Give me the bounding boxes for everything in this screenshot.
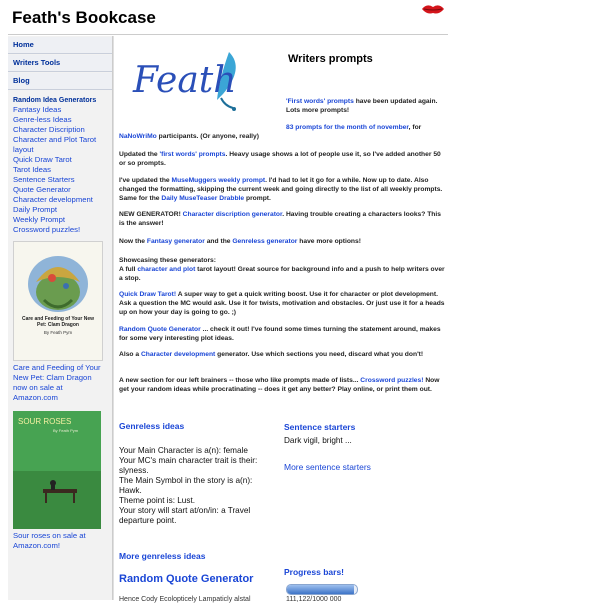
gen-character-discription[interactable]: Character Discription <box>13 125 85 134</box>
update-text: ... check it out! I've found some times turning the statement around, makes for some very interesting plot ideas. <box>119 326 441 342</box>
update-nanowrimo <box>119 132 445 141</box>
gen-daily-prompt[interactable]: Daily Prompt <box>13 205 58 214</box>
gen-quote-generator[interactable]: Quote Generator <box>13 185 71 194</box>
genreless-line: Your story will start at/on/in: a Travel departure point. <box>119 506 251 525</box>
sidebar <box>8 36 113 600</box>
update-text: participants. (Or anyone, really) <box>156 133 259 140</box>
gen-character-plot-tarot[interactable]: Character and Plot Tarot layout <box>13 135 97 154</box>
update-text: Now get your random ideas while procratinating -- does it get any better? Play online, or print them out. <box>119 377 440 393</box>
genreless-ideas-list <box>119 446 277 526</box>
update-text: Also a <box>119 351 141 358</box>
update-first-words-2 <box>119 150 445 168</box>
gen-weekly-prompt[interactable]: Weekly Prompt <box>13 215 65 224</box>
character-development-link[interactable]: Character development <box>140 351 216 358</box>
update-text: A super way to get a quick writing boost. Use it for character or plot development. Ask a question the MC would ask. Use it for twists, motivation and obstacles. Or just use it for a heads up on how your day is going to go. ;) <box>119 291 445 316</box>
musemuggers-link[interactable]: MuseMuggers weekly prompt <box>171 177 266 184</box>
genreless-line: Your MC's main character trait is their: slyness. <box>119 456 258 475</box>
more-genreless-link[interactable]: More genreless ideas <box>119 551 206 561</box>
update-text: generator. Use which sections you need, discard what you don't! <box>215 351 424 358</box>
fantasy-generator-link[interactable]: Fantasy generator <box>146 238 205 245</box>
update-text: have been updated again. Lots more prompts! <box>286 98 438 114</box>
gen-genreless-ideas[interactable]: Genre-less Ideas <box>13 115 72 124</box>
update-text: , for <box>408 124 422 131</box>
first-words-link[interactable]: 'First words' prompts <box>286 98 354 105</box>
feath-logo <box>133 50 245 112</box>
showcase-heading: Showcasing these generators: <box>119 257 216 264</box>
update-text: . Heavy usage shows a lot of people use it, so I've added another 50 or so prompts. <box>119 151 441 167</box>
showcase-quick-draw <box>119 290 445 317</box>
showcase-crossword <box>119 376 445 394</box>
update-text: NEW GENERATOR! <box>119 211 183 218</box>
update-text: . Having trouble creating a characters looks? This is the answer! <box>119 211 441 227</box>
showcase-quote <box>119 325 445 343</box>
progress-bar <box>286 584 358 595</box>
quick-draw-tarot-link[interactable]: Quick Draw Tarot! <box>119 291 177 298</box>
update-text: tarot layout! Great source for background info and a push to help writers over a stop. <box>119 266 445 282</box>
book1-title: Care and Feeding of Your New Pet: Clam Dragon <box>21 316 95 328</box>
gen-character-development[interactable]: Character development <box>13 195 93 204</box>
gen-crossword-puzzles[interactable]: Crossword puzzles! <box>13 225 81 234</box>
character-discription-link[interactable]: Character discription generator <box>182 211 283 218</box>
nav-writers-tools[interactable]: Writers Tools <box>8 55 112 72</box>
nanowrimo-link[interactable]: NaNoWriMo <box>119 133 157 140</box>
lips-icon <box>421 2 445 16</box>
site-title[interactable]: Feath's Bookcase <box>12 8 156 27</box>
more-sentence-link[interactable]: More sentence starters <box>284 462 371 472</box>
november-prompts-link[interactable]: 83 prompts for the month of november <box>286 124 409 131</box>
book1-author: By Feath Pym <box>43 330 73 335</box>
generators-heading: Random Idea Generators <box>13 97 97 104</box>
gen-tarot-ideas[interactable]: Tarot Ideas <box>13 165 52 174</box>
genreless-ideas-title[interactable]: Genreless ideas <box>119 421 185 431</box>
genreless-line: Your Main Character is a(n): female <box>119 446 248 455</box>
progress-fill <box>287 585 354 594</box>
sour-roses-book-cover[interactable] <box>13 411 101 529</box>
genreless-generator-link[interactable]: Genreless generator <box>232 238 298 245</box>
progress-bars-label[interactable]: Progress bars! <box>284 567 344 577</box>
update-text: . I'd had to let it go for a while. Now up to date. Also changed the formatting, skipping the current week and going directly to the list of all weekly prompts. Same for the <box>119 177 443 202</box>
progress-text-cutoff: 111,122/1000 000 <box>286 596 342 603</box>
logo-text: Feath <box>133 60 237 101</box>
update-november <box>286 123 446 132</box>
sour-roses-amazon-link[interactable]: Sour roses on sale at Amazon.com! <box>13 531 86 550</box>
showcase-character-dev <box>119 350 445 359</box>
book2-subtitle: By Feath Pym <box>53 428 79 433</box>
clam-dragon-book-cover[interactable] <box>13 241 103 361</box>
sentence-starter-text: Dark vigil, bright ... <box>284 436 352 445</box>
main-content <box>113 36 449 603</box>
update-text: A full <box>119 266 138 273</box>
update-more-options <box>119 237 445 246</box>
update-new-generator <box>119 210 445 228</box>
clam-dragon-illustration <box>14 242 102 360</box>
first-words-link-2[interactable]: 'first words' prompts <box>159 151 226 158</box>
update-text: and the <box>204 238 233 245</box>
character-plot-link[interactable]: character and plot <box>137 266 196 273</box>
sentence-starters-title[interactable]: Sentence starters <box>284 422 356 432</box>
showcase-tarot <box>119 265 445 283</box>
update-text: have more options! <box>297 238 361 245</box>
update-text: prompt. <box>244 195 271 202</box>
gen-quick-draw-tarot[interactable]: Quick Draw Tarot <box>13 155 72 164</box>
gen-sentence-starters[interactable]: Sentence Starters <box>13 175 75 184</box>
genreless-line: The Main Symbol in the story is a(n): Hawk. <box>119 476 253 495</box>
site-header <box>0 0 448 34</box>
update-first-words <box>286 97 446 115</box>
crossword-link[interactable]: Crossword puzzles! <box>360 377 424 384</box>
update-text: A new section for our left brainers -- those who like prompts made of lists... <box>119 377 361 384</box>
quote-text-cutoff: Hence Cody Ecolopticely Lampaticly alstal <box>119 596 251 603</box>
book2-title: SOUR ROSES <box>18 417 72 426</box>
update-text: Updated the <box>119 151 160 158</box>
update-musemuggers <box>119 176 445 203</box>
gen-fantasy-ideas[interactable]: Fantasy Ideas <box>13 105 62 114</box>
genreless-line: Theme point is: Lust. <box>119 496 195 505</box>
random-quote-link[interactable]: Random Quote Generator <box>119 326 201 333</box>
museteaser-link[interactable]: Daily MuseTeaser Drabble <box>161 195 245 202</box>
clam-dragon-amazon-link[interactable]: Care and Feeding of Your New Pet: Clam Dragon now on sale at Amazon.com <box>13 363 101 402</box>
nav-blog[interactable]: Blog <box>8 73 112 90</box>
page-title: Writers prompts <box>288 53 373 65</box>
nav-home[interactable]: Home <box>8 37 112 54</box>
update-text: I've updated the <box>119 177 172 184</box>
random-quote-title[interactable]: Random Quote Generator <box>119 573 254 585</box>
header-divider <box>8 34 448 35</box>
update-text: Now the <box>119 238 147 245</box>
